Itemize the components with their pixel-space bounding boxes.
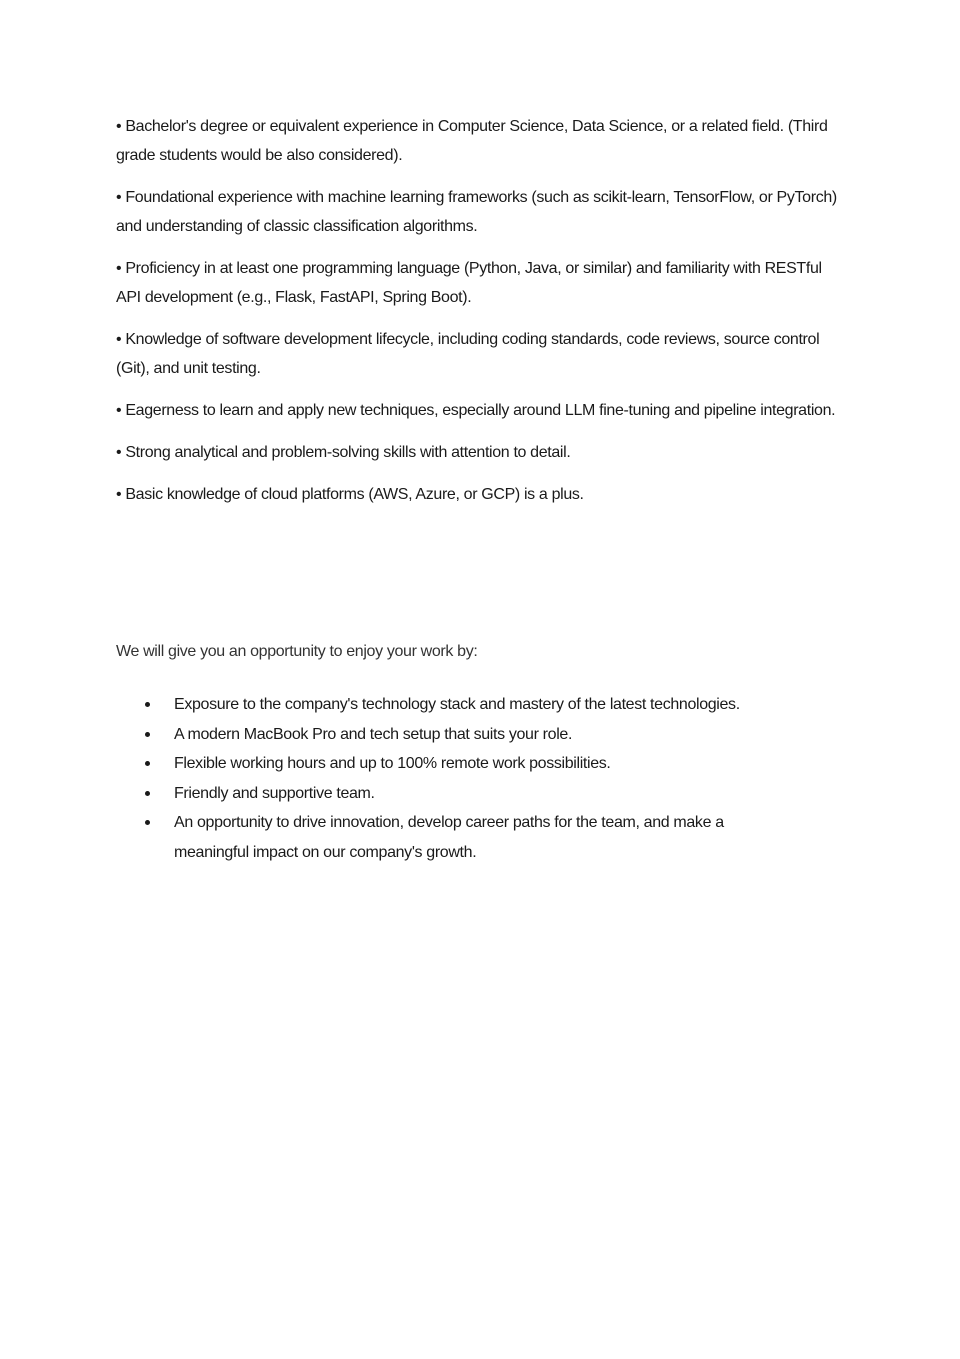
benefit-text: Exposure to the company's technology stack and mastery of the latest technologies. bbox=[174, 696, 740, 713]
requirement-item: • Strong analytical and problem-solving skills with attention to detail. bbox=[116, 444, 571, 461]
requirement-item: • Eagerness to learn and apply new techniques, especially around LLM fine-tuning and pipeline integration. bbox=[116, 402, 836, 419]
requirement-item: • Bachelor's degree or equivalent experience in Computer Science, Data Science, or a related field. (Third grade students would be also considered). bbox=[116, 118, 828, 164]
bullet-dot-icon bbox=[145, 702, 150, 707]
benefit-item bbox=[174, 808, 794, 867]
requirement-item: • Foundational experience with machine learning frameworks (such as scikit-learn, TensorFlow, or PyTorch) and understanding of classic classification algorithms. bbox=[116, 189, 837, 235]
offer-intro: We will give you an opportunity to enjoy your work by: bbox=[116, 643, 478, 660]
bullet-dot-icon bbox=[145, 761, 150, 766]
requirements-list bbox=[116, 112, 848, 522]
benefit-item bbox=[174, 779, 794, 809]
bullet-dot-icon bbox=[145, 732, 150, 737]
benefit-text: Flexible working hours and up to 100% remote work possibilities. bbox=[174, 755, 611, 772]
benefit-item bbox=[174, 720, 794, 750]
bullet-dot-icon bbox=[145, 791, 150, 796]
benefit-item bbox=[174, 749, 794, 779]
bullet-dot-icon bbox=[145, 820, 150, 825]
benefits-list bbox=[116, 690, 848, 867]
benefit-text: An opportunity to drive innovation, develop career paths for the team, and make a meaningful impact on our company's growth. bbox=[174, 814, 724, 861]
benefit-item bbox=[174, 690, 794, 720]
requirement-item: • Proficiency in at least one programming language (Python, Java, or similar) and familiarity with RESTful API development (e.g., Flask, FastAPI, Spring Boot). bbox=[116, 260, 822, 306]
requirement-item: • Knowledge of software development lifecycle, including coding standards, code reviews, source control (Git), and unit testing. bbox=[116, 331, 820, 377]
benefit-text: Friendly and supportive team. bbox=[174, 784, 375, 802]
offer-section bbox=[116, 637, 848, 867]
benefit-text: A modern MacBook Pro and tech setup that suits your role. bbox=[174, 725, 573, 743]
requirement-item: • Basic knowledge of cloud platforms (AWS, Azure, or GCP) is a plus. bbox=[116, 486, 584, 503]
